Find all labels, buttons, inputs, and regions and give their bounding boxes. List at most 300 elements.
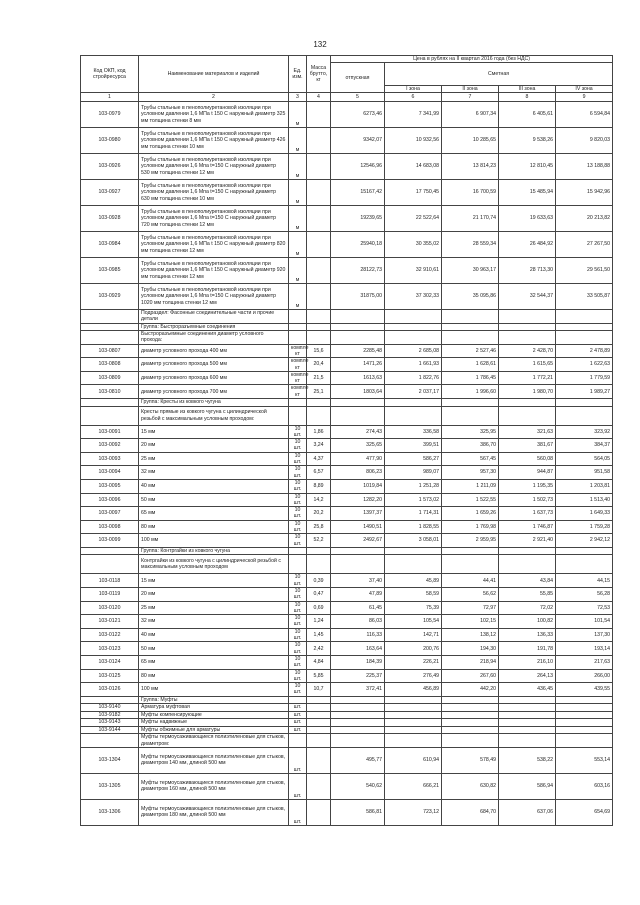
header-factory-price: отпускная xyxy=(331,63,385,93)
row-cell xyxy=(289,734,307,748)
price-zone-3 xyxy=(499,719,556,727)
table-row xyxy=(81,385,613,399)
row-mass xyxy=(307,284,331,310)
row-cell xyxy=(385,399,442,407)
price-zone-3: 12 810,45 xyxy=(499,154,556,180)
row-mass xyxy=(307,711,331,719)
row-code: 103-0125 xyxy=(81,669,139,683)
price-factory: 1613,63 xyxy=(331,371,385,385)
row-code: 103-0985 xyxy=(81,258,139,284)
price-factory: 31875,00 xyxy=(331,284,385,310)
price-zone-2: 21 170,74 xyxy=(442,206,499,232)
price-zone-2: 13 814,23 xyxy=(442,154,499,180)
price-factory: 325,65 xyxy=(331,439,385,453)
section-title: Группа: Контргайки из ковкого чугуна xyxy=(139,547,289,555)
row-name: Муфты термоусаживающиеся полиэтиленовые для стыков, диаметром 160 мм, длиной 500 мм xyxy=(139,773,289,799)
price-zone-2: 386,70 xyxy=(442,439,499,453)
row-cell xyxy=(442,406,499,425)
row-cell xyxy=(499,547,556,555)
row-cell xyxy=(307,323,331,331)
row-cell xyxy=(442,734,499,748)
row-mass xyxy=(307,704,331,712)
row-cell xyxy=(307,696,331,704)
row-unit: м xyxy=(289,284,307,310)
price-zone-4 xyxy=(556,711,613,719)
row-cell xyxy=(331,734,385,748)
row-code xyxy=(81,310,139,324)
row-unit: 10 шт. xyxy=(289,615,307,629)
price-zone-4: 193,14 xyxy=(556,642,613,656)
row-name: Муфты компенсирующие xyxy=(139,711,289,719)
price-zone-4: 2 942,12 xyxy=(556,534,613,548)
price-zone-2: 10 285,65 xyxy=(442,128,499,154)
row-name: 80 мм xyxy=(139,669,289,683)
row-unit: 10 шт. xyxy=(289,507,307,521)
price-zone-2: 1 211,09 xyxy=(442,479,499,493)
table-row xyxy=(81,704,613,712)
row-name: диаметр условного прохода 500 мм xyxy=(139,358,289,372)
table-row xyxy=(81,588,613,602)
price-zone-2 xyxy=(442,711,499,719)
row-code: 103-0807 xyxy=(81,344,139,358)
price-zone-2: 1 769,98 xyxy=(442,520,499,534)
row-code xyxy=(81,547,139,555)
price-zone-4: 56,28 xyxy=(556,588,613,602)
row-cell xyxy=(307,399,331,407)
row-mass xyxy=(307,726,331,734)
price-zone-2: 1 522,55 xyxy=(442,493,499,507)
row-name: Трубы стальные в пенополиуретановой изоляции при условном давлении 1,6 Мпа t=150 С наружный диаметр 720 мм толщина стенки 12 мм xyxy=(139,206,289,232)
price-zone-1: 1 822,76 xyxy=(385,371,442,385)
price-zone-3: 1 637,73 xyxy=(499,507,556,521)
price-factory: 1397,37 xyxy=(331,507,385,521)
row-code xyxy=(81,696,139,704)
table-row xyxy=(81,719,613,727)
header-zone-3: III зона xyxy=(499,85,556,92)
row-code xyxy=(81,323,139,331)
row-code: 103-0120 xyxy=(81,601,139,615)
row-cell xyxy=(331,310,385,324)
section-row xyxy=(81,331,613,345)
price-zone-1: 276,49 xyxy=(385,669,442,683)
price-factory: 2285,48 xyxy=(331,344,385,358)
column-number: 2 xyxy=(139,93,289,102)
price-factory: 15167,42 xyxy=(331,180,385,206)
price-zone-4: 1 513,40 xyxy=(556,493,613,507)
row-name: Трубы стальные в пенополиуретановой изоляции при условном давлении 1,6 МПа t 150 С наружный диаметр 820 мм толщина стенки 12 мм xyxy=(139,232,289,258)
price-zone-2: 16 700,59 xyxy=(442,180,499,206)
table-row xyxy=(81,358,613,372)
row-code: 103-9143 xyxy=(81,719,139,727)
row-cell xyxy=(556,555,613,574)
row-mass: 15,6 xyxy=(307,344,331,358)
table-row xyxy=(81,452,613,466)
price-zone-2: 56,62 xyxy=(442,588,499,602)
price-zone-2: 30 963,17 xyxy=(442,258,499,284)
price-zone-4: 27 267,50 xyxy=(556,232,613,258)
row-unit: 10 шт. xyxy=(289,628,307,642)
row-cell xyxy=(556,399,613,407)
row-code: 103-9182 xyxy=(81,711,139,719)
price-table xyxy=(80,55,613,826)
price-zone-3: 1 502,73 xyxy=(499,493,556,507)
row-name: 20 мм xyxy=(139,439,289,453)
table-row xyxy=(81,344,613,358)
row-unit: 10 шт. xyxy=(289,425,307,439)
row-cell xyxy=(289,399,307,407)
row-mass: 0,47 xyxy=(307,588,331,602)
table-row xyxy=(81,206,613,232)
price-factory: 225,37 xyxy=(331,669,385,683)
table-row xyxy=(81,711,613,719)
table-row xyxy=(81,439,613,453)
price-zone-3: 436,45 xyxy=(499,683,556,697)
row-unit: 10 шт. xyxy=(289,534,307,548)
row-cell xyxy=(385,734,442,748)
table-row xyxy=(81,601,613,615)
row-mass xyxy=(307,719,331,727)
price-factory: 25940,18 xyxy=(331,232,385,258)
row-unit: м xyxy=(289,128,307,154)
price-zone-3: 6 405,61 xyxy=(499,102,556,128)
row-unit: 10 шт. xyxy=(289,493,307,507)
price-zone-1: 336,58 xyxy=(385,425,442,439)
price-zone-1: 17 750,45 xyxy=(385,180,442,206)
price-zone-4: 654,69 xyxy=(556,799,613,825)
column-number: 6 xyxy=(385,93,442,102)
row-cell xyxy=(307,734,331,748)
row-cell xyxy=(385,406,442,425)
price-zone-3: 1 746,87 xyxy=(499,520,556,534)
section-title: Муфты термоусаживающиеся полиэтиленовые для стыков, диаметром: xyxy=(139,734,289,748)
row-unit: компле кт xyxy=(289,344,307,358)
price-zone-3: 264,13 xyxy=(499,669,556,683)
row-mass: 21,5 xyxy=(307,371,331,385)
row-code: 103-0122 xyxy=(81,628,139,642)
row-code: 103-0926 xyxy=(81,154,139,180)
price-zone-4: 15 942,96 xyxy=(556,180,613,206)
table-row xyxy=(81,642,613,656)
price-zone-4: 1 622,63 xyxy=(556,358,613,372)
row-code: 103-1305 xyxy=(81,773,139,799)
section-title: Контргайки из ковкого чугуна с цилиндрической резьбой с максимальным условным проходом xyxy=(139,555,289,574)
header-estimated: Сметная xyxy=(385,63,613,85)
row-mass: 0,69 xyxy=(307,601,331,615)
price-zone-2: 28 559,34 xyxy=(442,232,499,258)
price-zone-4: 384,37 xyxy=(556,439,613,453)
price-factory: 86,03 xyxy=(331,615,385,629)
row-code: 103-0099 xyxy=(81,534,139,548)
row-code: 103-0928 xyxy=(81,206,139,232)
price-zone-1: 399,51 xyxy=(385,439,442,453)
price-zone-2: 442,20 xyxy=(442,683,499,697)
table-row xyxy=(81,747,613,773)
price-zone-1: 75,39 xyxy=(385,601,442,615)
row-mass: 6,57 xyxy=(307,466,331,480)
price-zone-2: 1 786,45 xyxy=(442,371,499,385)
row-cell xyxy=(442,696,499,704)
row-unit: м xyxy=(289,154,307,180)
price-zone-3: 2 428,70 xyxy=(499,344,556,358)
row-cell xyxy=(289,310,307,324)
price-zone-3: 1 980,70 xyxy=(499,385,556,399)
price-zone-4: 1 759,28 xyxy=(556,520,613,534)
row-cell xyxy=(331,696,385,704)
price-factory: 1471,26 xyxy=(331,358,385,372)
price-zone-3: 9 538,26 xyxy=(499,128,556,154)
price-zone-4: 6 594,84 xyxy=(556,102,613,128)
price-factory: 586,81 xyxy=(331,799,385,825)
price-factory: 116,33 xyxy=(331,628,385,642)
row-unit: м xyxy=(289,258,307,284)
row-unit: 10 шт. xyxy=(289,574,307,588)
price-zone-3: 944,87 xyxy=(499,466,556,480)
column-number: 5 xyxy=(331,93,385,102)
price-zone-2: 218,94 xyxy=(442,655,499,669)
price-zone-4: 564,05 xyxy=(556,452,613,466)
row-name: Трубы стальные в пенополиуретановой изоляции при условном давлении 1,6 МПа t 150 С наружный диаметр 325 мм толщина стенки 8 мм xyxy=(139,102,289,128)
column-number: 8 xyxy=(499,93,556,102)
row-mass: 3,24 xyxy=(307,439,331,453)
price-zone-4: 2 478,89 xyxy=(556,344,613,358)
price-zone-1: 10 932,56 xyxy=(385,128,442,154)
row-unit: м xyxy=(289,102,307,128)
price-zone-3: 1 772,21 xyxy=(499,371,556,385)
price-factory: 184,39 xyxy=(331,655,385,669)
price-zone-4: 20 213,82 xyxy=(556,206,613,232)
price-zone-1: 456,89 xyxy=(385,683,442,697)
price-zone-2: 1 628,61 xyxy=(442,358,499,372)
row-mass: 25,8 xyxy=(307,520,331,534)
row-cell xyxy=(307,555,331,574)
price-zone-2: 578,49 xyxy=(442,747,499,773)
table-row xyxy=(81,425,613,439)
row-cell xyxy=(385,696,442,704)
row-cell xyxy=(556,331,613,345)
row-unit: шт. xyxy=(289,726,307,734)
row-cell xyxy=(331,555,385,574)
row-name: 32 мм xyxy=(139,615,289,629)
table-row xyxy=(81,520,613,534)
row-code: 103-1304 xyxy=(81,747,139,773)
price-zone-1: 142,71 xyxy=(385,628,442,642)
price-zone-3: 381,67 xyxy=(499,439,556,453)
price-zone-2: 1 996,60 xyxy=(442,385,499,399)
section-row xyxy=(81,555,613,574)
row-code xyxy=(81,734,139,748)
row-mass xyxy=(307,154,331,180)
row-cell xyxy=(442,399,499,407)
row-name: 50 мм xyxy=(139,642,289,656)
price-zone-2: 6 907,34 xyxy=(442,102,499,128)
column-number: 9 xyxy=(556,93,613,102)
row-name: 15 мм xyxy=(139,574,289,588)
table-row xyxy=(81,574,613,588)
row-code: 103-0096 xyxy=(81,493,139,507)
price-zone-4: 1 989,27 xyxy=(556,385,613,399)
price-zone-1: 989,07 xyxy=(385,466,442,480)
table-row xyxy=(81,683,613,697)
row-name: диаметр условного прохода 600 мм xyxy=(139,371,289,385)
row-unit: м xyxy=(289,206,307,232)
row-code: 103-0123 xyxy=(81,642,139,656)
price-zone-2: 44,41 xyxy=(442,574,499,588)
section-row xyxy=(81,310,613,324)
row-mass: 5,85 xyxy=(307,669,331,683)
row-unit: шт. xyxy=(289,799,307,825)
price-zone-1: 1 828,55 xyxy=(385,520,442,534)
row-cell xyxy=(442,331,499,345)
row-name: Трубы стальные в пенополиуретановой изоляции при условном давлении 1,6 Мпа t=150 С наружный диаметр 530 мм толщина стенки 12 мм xyxy=(139,154,289,180)
row-code: 103-0979 xyxy=(81,102,139,128)
column-number: 1 xyxy=(81,93,139,102)
price-zone-1: 1 573,02 xyxy=(385,493,442,507)
price-zone-3: 19 633,63 xyxy=(499,206,556,232)
row-cell xyxy=(289,547,307,555)
price-factory: 540,62 xyxy=(331,773,385,799)
row-name: 40 мм xyxy=(139,479,289,493)
row-unit: шт. xyxy=(289,747,307,773)
price-zone-2: 567,45 xyxy=(442,452,499,466)
row-mass: 20,4 xyxy=(307,358,331,372)
row-code: 103-0124 xyxy=(81,655,139,669)
price-factory: 12546,96 xyxy=(331,154,385,180)
row-unit: компле кт xyxy=(289,371,307,385)
row-unit: 10 шт. xyxy=(289,669,307,683)
price-zone-3: 1 615,65 xyxy=(499,358,556,372)
row-name: Трубы стальные в пенополиуретановой изоляции при условном давлении 1,6 МПа t 150 С наружный диаметр 920 мм толщина стенки 12 мм xyxy=(139,258,289,284)
row-unit: шт. xyxy=(289,719,307,727)
price-factory: 495,77 xyxy=(331,747,385,773)
row-cell xyxy=(442,547,499,555)
row-mass: 4,37 xyxy=(307,452,331,466)
row-code: 103-1306 xyxy=(81,799,139,825)
row-unit: 10 шт. xyxy=(289,588,307,602)
row-code: 103-0094 xyxy=(81,466,139,480)
price-zone-4: 1 203,81 xyxy=(556,479,613,493)
row-unit: 10 шт. xyxy=(289,479,307,493)
price-factory: 372,41 xyxy=(331,683,385,697)
row-cell xyxy=(385,323,442,331)
price-zone-1: 3 058,01 xyxy=(385,534,442,548)
price-zone-4 xyxy=(556,719,613,727)
row-unit: м xyxy=(289,232,307,258)
price-zone-1: 105,54 xyxy=(385,615,442,629)
price-zone-1 xyxy=(385,711,442,719)
price-zone-3: 538,22 xyxy=(499,747,556,773)
price-zone-1: 1 251,28 xyxy=(385,479,442,493)
row-cell xyxy=(556,406,613,425)
price-zone-4: 603,16 xyxy=(556,773,613,799)
row-mass xyxy=(307,128,331,154)
row-cell xyxy=(499,406,556,425)
row-cell xyxy=(499,696,556,704)
row-mass: 10,7 xyxy=(307,683,331,697)
row-cell xyxy=(385,547,442,555)
column-number: 4 xyxy=(307,93,331,102)
section-row xyxy=(81,547,613,555)
price-zone-4: 323,92 xyxy=(556,425,613,439)
row-name: 80 мм xyxy=(139,520,289,534)
price-zone-3 xyxy=(499,711,556,719)
row-name: 15 мм xyxy=(139,425,289,439)
row-cell xyxy=(442,310,499,324)
price-factory: 28122,73 xyxy=(331,258,385,284)
row-name: 32 мм xyxy=(139,466,289,480)
row-name: 40 мм xyxy=(139,628,289,642)
table-row xyxy=(81,371,613,385)
price-zone-1: 200,76 xyxy=(385,642,442,656)
row-unit: 10 шт. xyxy=(289,655,307,669)
row-cell xyxy=(331,331,385,345)
row-name: Муфты термоусаживающиеся полиэтиленовые для стыков, диаметром 140 мм, длиной 500 мм xyxy=(139,747,289,773)
section-title: Группа: Муфты xyxy=(139,696,289,704)
row-mass: 1,24 xyxy=(307,615,331,629)
row-code: 103-0927 xyxy=(81,180,139,206)
row-cell xyxy=(289,406,307,425)
row-mass: 8,89 xyxy=(307,479,331,493)
row-cell xyxy=(289,555,307,574)
row-name: диаметр условного прохода 400 мм xyxy=(139,344,289,358)
row-unit: шт. xyxy=(289,704,307,712)
row-name: Муфты обжимные для арматуры xyxy=(139,726,289,734)
row-code: 103-0097 xyxy=(81,507,139,521)
price-factory xyxy=(331,704,385,712)
row-code: 103-0098 xyxy=(81,520,139,534)
header-mass: Масса брутто, кг xyxy=(307,56,331,93)
price-factory: 1490,51 xyxy=(331,520,385,534)
price-zone-1: 2 037,17 xyxy=(385,385,442,399)
price-zone-4: 72,53 xyxy=(556,601,613,615)
row-code: 103-0808 xyxy=(81,358,139,372)
row-cell xyxy=(556,696,613,704)
table-row xyxy=(81,102,613,128)
table-row xyxy=(81,507,613,521)
row-name: 100 мм xyxy=(139,683,289,697)
row-code: 103-0126 xyxy=(81,683,139,697)
row-mass: 14,2 xyxy=(307,493,331,507)
price-zone-2: 957,30 xyxy=(442,466,499,480)
price-zone-3: 43,84 xyxy=(499,574,556,588)
price-zone-1: 2 685,08 xyxy=(385,344,442,358)
row-code: 103-0984 xyxy=(81,232,139,258)
price-zone-1: 7 341,99 xyxy=(385,102,442,128)
row-unit: шт. xyxy=(289,711,307,719)
row-unit: 10 шт. xyxy=(289,466,307,480)
price-zone-1: 14 683,08 xyxy=(385,154,442,180)
table-row xyxy=(81,799,613,825)
row-code: 103-0119 xyxy=(81,588,139,602)
price-zone-4 xyxy=(556,726,613,734)
price-zone-3: 15 485,94 xyxy=(499,180,556,206)
row-cell xyxy=(499,331,556,345)
table-row xyxy=(81,726,613,734)
table-row xyxy=(81,669,613,683)
row-mass: 1,86 xyxy=(307,425,331,439)
price-factory: 2492,67 xyxy=(331,534,385,548)
price-factory: 1019,84 xyxy=(331,479,385,493)
row-name: Арматура муфтовая xyxy=(139,704,289,712)
price-zone-4: 101,54 xyxy=(556,615,613,629)
row-code: 103-0092 xyxy=(81,439,139,453)
row-code: 103-0980 xyxy=(81,128,139,154)
row-cell xyxy=(556,310,613,324)
row-code xyxy=(81,399,139,407)
row-mass xyxy=(307,799,331,825)
row-cell xyxy=(385,331,442,345)
price-zone-2: 102,15 xyxy=(442,615,499,629)
price-zone-2 xyxy=(442,726,499,734)
